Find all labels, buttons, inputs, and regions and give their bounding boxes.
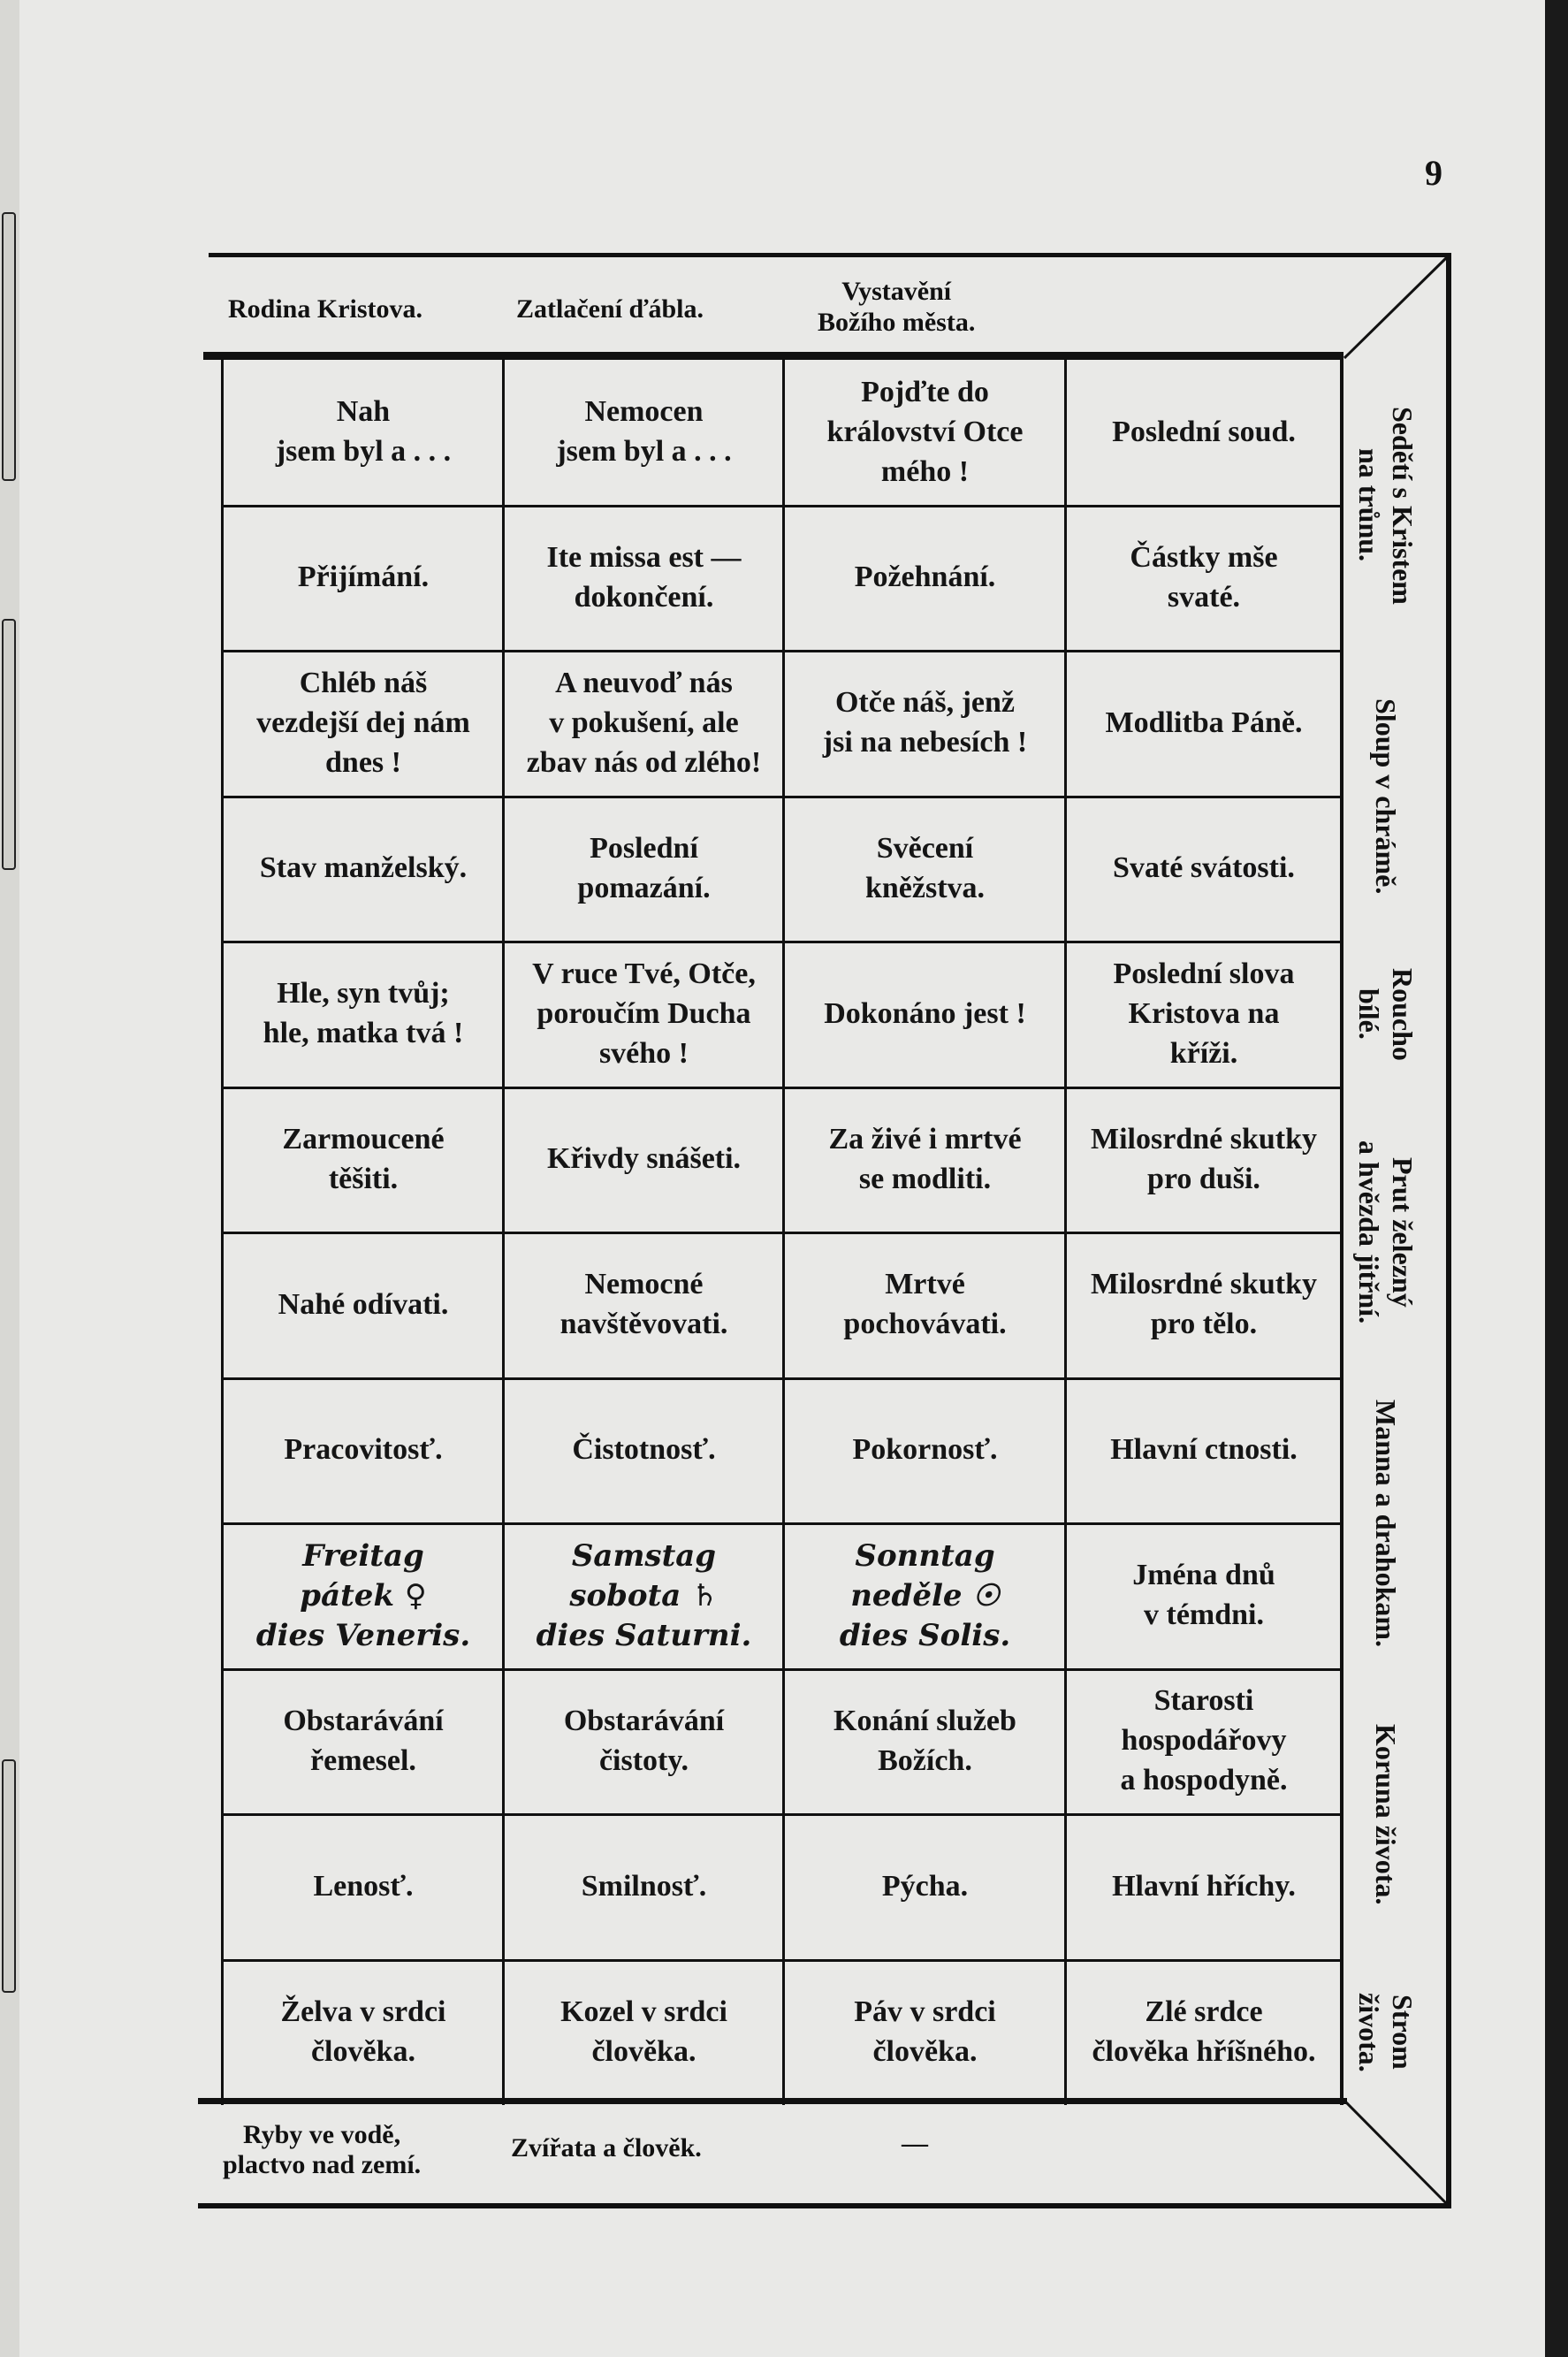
- table-cell: Konání služeb Božích.: [833, 1704, 1016, 1777]
- table-cell: Jména dnů v témdni.: [1132, 1559, 1275, 1632]
- table-cell: Mrtvé pochovávati.: [843, 1268, 1007, 1341]
- table-cell: Samstag sobota ♄ dies Saturni.: [536, 1537, 752, 1653]
- table-cell: A neuvoď nás v pokušení, ale zbav nás od zlého!: [526, 666, 762, 779]
- table-cell: Nah jsem byl a . . .: [275, 395, 452, 469]
- table-cell: Modlitba Páně.: [1105, 706, 1303, 739]
- table-cell: Pojďte do království Otce mého !: [826, 375, 1024, 488]
- table-cell: Želva v srdci člověka.: [280, 1995, 446, 2068]
- table-cell: Starosti hospodářovy a hospodyně.: [1120, 1684, 1288, 1797]
- table-cell: Poslední slova Kristova na kříži.: [1113, 957, 1295, 1070]
- table-cell: Částky mše svaté.: [1130, 540, 1278, 614]
- table-cell: Ite missa est — dokončení.: [546, 540, 742, 614]
- table-cell: Svaté svátosti.: [1113, 851, 1295, 885]
- table-cell: V ruce Tvé, Otče, poroučím Ducha svého !: [532, 957, 756, 1070]
- table-cell: Pýcha.: [881, 1869, 969, 1903]
- side-label: Prut železný a hvězda jitřní.: [1353, 1140, 1419, 1324]
- bottom-label-3: —: [902, 2129, 928, 2158]
- table-cell: Chléb náš vezdejší dej nám dnes !: [256, 666, 470, 779]
- table-cell: Kozel v srdci člověka.: [560, 1995, 727, 2068]
- page-number: 9: [1425, 153, 1442, 193]
- top-header-3: Vystavění Božího města.: [818, 277, 976, 337]
- table-cell: Obstarávání řemesel.: [283, 1704, 444, 1777]
- table-cell: Milosrdné skutky pro tělo.: [1091, 1268, 1317, 1341]
- side-label: Roucho bílé.: [1353, 967, 1419, 1061]
- side-label: Sedětí s Kristem na trůnu.: [1353, 406, 1419, 605]
- diagonal-bottom: [1344, 2101, 1448, 2205]
- table-cell: Milosrdné skutky pro duši.: [1091, 1122, 1317, 1195]
- table-cell: Poslední soud.: [1112, 415, 1296, 448]
- table-cell: Lenosť.: [313, 1869, 414, 1903]
- table-cell: Požehnání.: [854, 561, 996, 594]
- table-cell: Freitag pátek ♀ dies Veneris.: [255, 1537, 471, 1653]
- table-cell: Obstarávání čistoty.: [563, 1704, 725, 1777]
- table-cell: Páv v srdci člověka.: [854, 1995, 996, 2068]
- side-label: Manna a drahokam.: [1369, 1399, 1402, 1648]
- table-cell: Za živé i mrtvé se modliti.: [828, 1122, 1022, 1195]
- table-cell: Dokonáno jest !: [824, 996, 1026, 1030]
- table-cell: Nemocné navštěvovati.: [559, 1268, 728, 1341]
- side-label: Koruna života.: [1369, 1723, 1402, 1905]
- table-cell: Otče náš, jenž jsi na nebesích !: [822, 686, 1028, 759]
- side-label: Strom života.: [1353, 1992, 1419, 2072]
- table-cell: Pokornosť.: [852, 1433, 998, 1467]
- table-cell: Pracovitosť.: [284, 1433, 443, 1467]
- table-cell: Zarmoucené těšiti.: [282, 1122, 445, 1195]
- table-cell: Nahé odívati.: [278, 1287, 449, 1321]
- bottom-label-2: Zvířata a člověk.: [511, 2133, 702, 2162]
- table-cell: Sonntag neděle ☉ dies Solis.: [839, 1537, 1011, 1653]
- side-label: Sloup v chrámě.: [1369, 698, 1402, 895]
- top-header-1: Rodina Kristova.: [228, 294, 423, 324]
- table-cell: Stav manželský.: [259, 851, 468, 885]
- diagonal-top: [1344, 256, 1448, 358]
- table-cell: Zlé srdce člověka hříšného.: [1092, 1995, 1316, 2068]
- table-cell: Hlavní ctnosti.: [1110, 1433, 1298, 1467]
- table-cell: Křivdy snášeti.: [546, 1142, 742, 1176]
- bottom-label-1: Ryby ve vodě, plactvo nad zemí.: [223, 2120, 422, 2179]
- table-cell: Nemocen jsem byl a . . .: [556, 395, 732, 469]
- table-cell: Hle, syn tvůj; hle, matka tvá !: [263, 977, 464, 1050]
- top-header-2: Zatlačení ďábla.: [516, 294, 704, 324]
- table-cell: Poslední pomazání.: [577, 831, 711, 904]
- table-cell: Přijímání.: [297, 561, 430, 594]
- table-cell: Svěcení kněžstva.: [864, 831, 986, 904]
- table-cell: Čistotnosť.: [572, 1433, 716, 1467]
- table-cell: Smilnosť.: [581, 1869, 707, 1903]
- table-cell: Hlavní hříchy.: [1112, 1869, 1296, 1903]
